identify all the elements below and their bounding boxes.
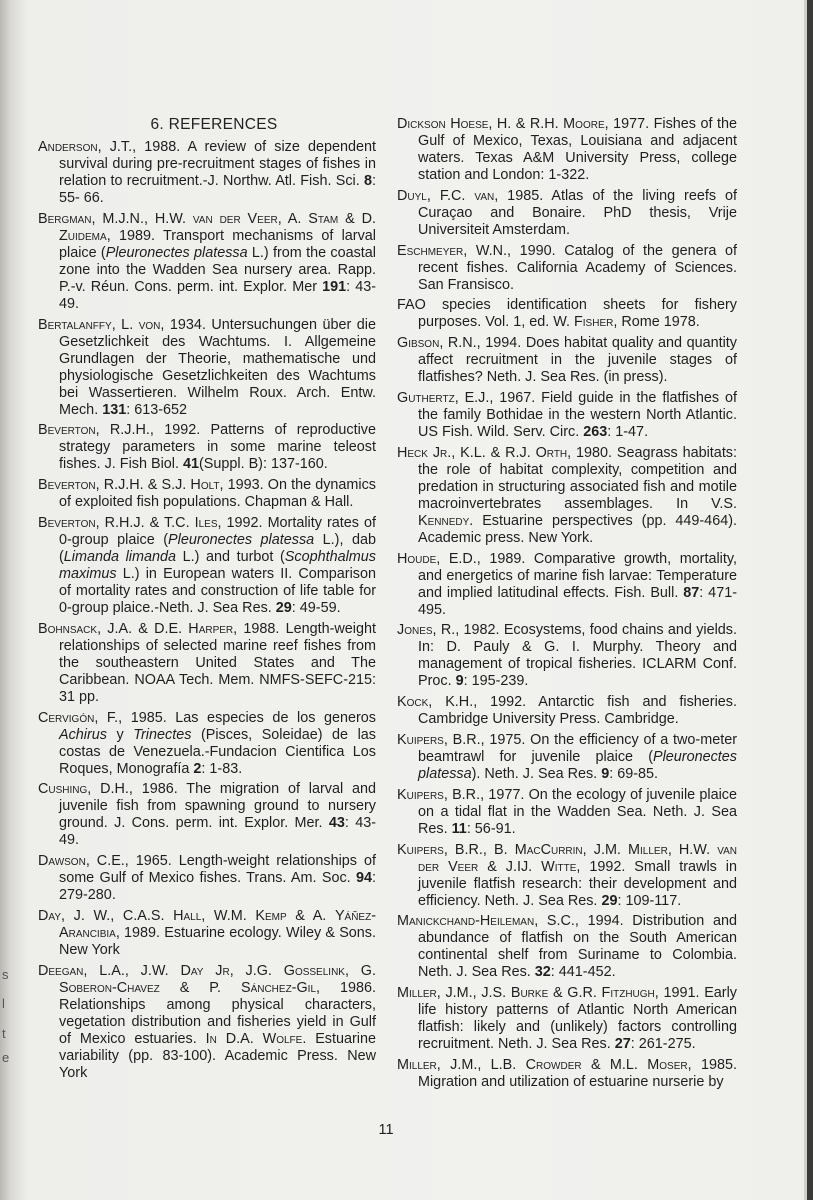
- reference-text: Kock: [397, 694, 429, 711]
- reference-text: , 1977. Fishes of the Gulf of Mexico, Texas, Louisiana and adjacent waters. Texas A&M University Press, college station and London: 1-322.: [418, 116, 737, 183]
- reference-text: , J.M., J.S.: [436, 985, 511, 1002]
- reference-text: , J.G.: [229, 962, 284, 979]
- reference-text: & A.: [286, 907, 335, 924]
- reference-text: Eschmeyer: [397, 242, 464, 259]
- reference-text: Kuipers: [397, 841, 444, 858]
- reference-text: , K.L. & R.J.: [451, 444, 536, 461]
- reference-text: , 1989. Transport mechanisms of larval plaice (: [59, 227, 376, 261]
- reference-text: , 1985. Migration and utilization of estuarine nurserie by: [418, 1056, 737, 1090]
- reference-text: : 441-452.: [550, 964, 616, 981]
- reference-entry: [38, 422, 376, 473]
- reference-text: , 1934. Untersuchungen über die Gesetzlichkeit des Wachtums. I. Allgemeine Grundlagen der Theorie, mathematische und physiologische Gesetzlichkeiten des Wachtums bei Wassertieren. Wilhelm Roux. Arch. Entw. Mech.: [59, 316, 376, 418]
- reference-entry: [38, 477, 376, 511]
- reference-text: , J.A. & D.E.: [97, 620, 189, 637]
- reference-text: Beverton: [38, 477, 96, 494]
- reference-text: Bergman: [38, 210, 92, 227]
- reference-text: , B.R., B.: [443, 841, 515, 858]
- reference-text: Miller: [628, 841, 668, 858]
- reference-text: Dickson Hoese: [397, 116, 489, 132]
- scan-border: [807, 0, 813, 1200]
- reference-text: , 1988. Length-weight relationships of selected marine reef fishes from the southeastern United States and The Caribbean. NOAA Tech. Mem. NMFS-SEFC-215: 31 pp.: [59, 620, 376, 705]
- reference-text: : 1-47.: [607, 423, 649, 440]
- reference-text: Duyl: [397, 187, 427, 204]
- reference-text: 2: [193, 760, 202, 777]
- reference-text: Manickchand-Heileman: [397, 913, 535, 930]
- reference-text: Yáñez-Arancibia: [59, 907, 376, 941]
- reference-text: , R.N., 1994. Does habitat quality and quantity affect recruitment in the juvenile stages of flatfishes? Neth. J. Sea Res. (in press).: [418, 335, 737, 386]
- reference-text: , G.: [344, 962, 376, 979]
- reference-text: , 1992. Small trawls in juvenile flatfish research: their development and efficiency. Neth. J. Sea Res.: [418, 858, 737, 909]
- reference-text: Limanda limanda: [63, 548, 176, 565]
- reference-entry: [397, 116, 737, 184]
- reference-text: 9: [455, 673, 464, 690]
- reference-text: : 1-83.: [201, 760, 243, 777]
- reference-text: , R.J.H. & S.J.: [95, 477, 191, 494]
- reference-entry: [397, 913, 737, 981]
- reference-text: Anderson: [38, 139, 98, 155]
- reference-text: 11: [451, 820, 467, 837]
- margin-fragment: t: [2, 1026, 6, 1041]
- reference-text: , 1992. Mortality rates of 0-group plaice (: [59, 514, 376, 548]
- reference-entry: [38, 211, 376, 313]
- reference-entry: [397, 445, 737, 547]
- section-heading: 6. REFERENCES: [150, 116, 278, 133]
- reference-text: Cushing: [38, 781, 88, 798]
- reference-text: L.), dab (: [59, 531, 376, 565]
- reference-text: , S.C., 1994. Distribution and abundance of flatfish on the South American continental shelf from Suriname to Colombia. Neth. J. Sea Res.: [418, 913, 737, 981]
- reference-entry: [38, 710, 376, 778]
- reference-text: , B.R., 1975. On the efficiency of a two-meter beamtrawl for juvenile plaice (: [418, 731, 737, 765]
- reference-text: , R., 1982. Ecosystems, food chains and yields. In: D. Pauly & G. I. Murphy. Theory and management of tropical fisheries. ICLARM Conf. Proc.: [418, 622, 737, 690]
- reference-text: 29: [275, 599, 292, 616]
- reference-entry: [397, 188, 737, 239]
- reference-text: , J.M., L.B.: [436, 1056, 526, 1073]
- reference-text: Crowder: [525, 1056, 582, 1073]
- reference-text: : 43-49.: [59, 815, 377, 849]
- reference-text: & G.R.: [548, 985, 602, 1002]
- reference-entry: [397, 390, 737, 441]
- reference-text: 263: [583, 423, 608, 440]
- reference-entry: [397, 1057, 737, 1091]
- reference-text: Kuipers: [397, 731, 444, 748]
- reference-text: Fitzhugh: [601, 985, 655, 1002]
- reference-text: : 56-91.: [466, 820, 516, 837]
- reference-text: , C.E., 1965. Length-weight relationships of some Gulf of Mexico fishes. Trans. Am. Soc.: [59, 853, 376, 887]
- reference-text: : 471-495.: [418, 584, 737, 618]
- reference-text: , 1986. Relationships among physical characters, vegetation distribution and fisheries yield in Gulf of Mexico estuaries.: [59, 979, 376, 1047]
- reference-text: , W.N., 1990. Catalog of the genera of recent fishes. California Academy of Sciences. San Fransisco.: [418, 242, 737, 293]
- reference-text: Burke: [510, 985, 549, 1002]
- reference-text: Gibson: [397, 335, 440, 352]
- reference-text: . Estuarine perspectives (pp. 449-464). Academic press. New York.: [418, 512, 737, 546]
- reference-text: : 261-275.: [630, 1036, 696, 1053]
- reference-text: Heck Jr.: [397, 444, 452, 461]
- reference-text: MacCurrin: [514, 841, 583, 858]
- reference-text: Bertalanffy: [38, 316, 112, 333]
- reference-text: , H. & R.H.: [488, 116, 564, 132]
- page-number: 11: [378, 1122, 394, 1138]
- reference-text: 87: [683, 584, 700, 601]
- margin-fragment: l: [2, 996, 5, 1011]
- reference-entry: [38, 781, 376, 849]
- reference-text: 191: [322, 278, 347, 295]
- reference-text: Fisher: [573, 314, 614, 331]
- reference-text: , A.: [277, 210, 309, 227]
- reference-text: 131: [102, 401, 127, 418]
- reference-text: (Suppl. B): 137-160.: [198, 456, 328, 473]
- reference-text: In: [205, 1030, 217, 1047]
- reference-text: 29: [601, 892, 618, 909]
- reference-text: , W.M.: [201, 907, 256, 924]
- reference-entry: [397, 622, 737, 690]
- reference-text: , E.J., 1967. Field guide in the flatfishes of the family Bothidae in the western North Atlantic. US Fish. Wild. Serv. Circ.: [418, 389, 737, 440]
- reference-text: van der Veer: [418, 841, 738, 875]
- reference-text: Harper: [188, 620, 234, 637]
- reference-text: : 195-239.: [463, 673, 529, 690]
- reference-text: , D.H., 1986. The migration of larval and juvenile fish from spawning ground to nursery ground. J. Cons. perm. int. Explor. Mer.: [59, 781, 376, 832]
- reference-text: Cervigón: [38, 709, 95, 726]
- reference-text: 94: [355, 870, 372, 887]
- reference-text: Deegan: [38, 962, 84, 979]
- reference-text: & M.L.: [581, 1056, 648, 1073]
- reference-text: Witte: [541, 858, 577, 875]
- reference-entry: [397, 985, 737, 1053]
- reference-text: (Pisces, Soleidae) de las costas de Venezuela.-Fundacion Cientifica Los Roques, Monografía: [59, 726, 376, 777]
- reference-text: : 55- 66.: [59, 173, 376, 206]
- reference-entry: [38, 963, 376, 1082]
- reference-text: Dawson: [38, 853, 86, 870]
- reference-text: Trinectes: [133, 726, 192, 743]
- reference-text: Moser: [647, 1056, 688, 1073]
- reference-entry: [397, 243, 737, 294]
- reference-text: Orth: [535, 444, 568, 461]
- margin-fragment: s: [2, 967, 9, 982]
- reference-text: Day Jr: [180, 962, 230, 979]
- reference-text: , 1985. Atlas of the living reefs of Curaçao and Bonaire. PhD thesis, Vrije Universiteit Amsterdam.: [418, 187, 738, 238]
- reference-text: , 1991. Early life history patterns of Atlantic North American flatfish: likely and (unlikely) factors controlling recruitment. Neth. J. Sea Res.: [418, 985, 737, 1053]
- reference-list: [38, 139, 376, 1082]
- reference-text: FAO species identification sheets for fishery purposes. Vol. 1, ed. W.: [397, 297, 737, 331]
- reference-text: , L.A., J.W.: [83, 962, 181, 979]
- reference-text: Hall: [173, 907, 202, 924]
- reference-text: Zuidema: [59, 227, 107, 244]
- reference-text: & J.IJ.: [478, 858, 542, 875]
- reference-entry: [397, 297, 737, 331]
- right-column: [397, 116, 737, 1095]
- reference-text: : 279-280.: [59, 870, 376, 904]
- reference-text: , B.R., 1977. On the ecology of juvenile plaice on a tidal flat in the Wadden Sea. Neth. J. Sea Res.: [418, 786, 737, 837]
- reference-text: Pleuronectes platessa: [105, 244, 248, 261]
- reference-text: , J. W., C.A.S.: [61, 907, 174, 924]
- reference-list: [397, 116, 737, 1091]
- reference-entry: [397, 694, 737, 728]
- reference-text: & D.: [338, 210, 376, 227]
- reference-text: , J.T., 1988. A review of size dependent survival during pre-recruitment stages of fishes in relation to recruitment.-J. Northw. Atl. Fish. Sci.: [59, 139, 376, 189]
- reference-text: 9: [601, 765, 610, 782]
- reference-text: Pleuronectes platessa: [418, 748, 737, 782]
- reference-text: , 1993. On the dynamics of exploited fish populations. Chapman & Hall.: [59, 477, 376, 511]
- reference-text: Sánchez-Gil: [240, 979, 317, 996]
- reference-text: van: [474, 187, 495, 204]
- reference-entry: [397, 732, 737, 783]
- left-column: [38, 116, 376, 1086]
- reference-text: Moore: [563, 116, 605, 132]
- reference-text: L.) from the coastal zone into the Wadden Sea nursery area. Rapp. P.-v. Réun. Cons. perm. int. Explor. Mer: [59, 244, 376, 295]
- reference-entry: [397, 335, 737, 386]
- reference-text: 8: [363, 173, 372, 189]
- reference-text: Jones: [397, 622, 433, 639]
- reference-text: ). Neth. J. Sea Res.: [471, 765, 602, 782]
- reference-text: : 613-652: [126, 401, 188, 418]
- reference-text: 41: [182, 456, 199, 473]
- reference-entry: [397, 842, 737, 910]
- reference-entry: [397, 551, 737, 619]
- reference-text: Miller: [397, 985, 437, 1002]
- margin-fragment: e: [2, 1050, 10, 1065]
- reference-text: Houde: [397, 550, 437, 567]
- reference-text: , 1980. Seagrass habitats: the role of habitat complexity, competition and predation in structuring associated fish and motile macroinvertebrates assemblages. In V.S.: [418, 444, 738, 512]
- reference-text: van der Veer: [192, 210, 278, 227]
- reference-text: Beverton: [38, 514, 96, 531]
- reference-entry: [397, 787, 737, 838]
- reference-entry: [38, 621, 376, 706]
- reference-text: & P.: [159, 979, 241, 996]
- reference-text: Gosselink: [283, 962, 345, 979]
- reference-entry: [38, 908, 376, 959]
- reference-text: Pleuronectes platessa: [168, 531, 315, 548]
- reference-text: 32: [534, 964, 551, 981]
- reference-entry: [38, 139, 376, 207]
- reference-text: , R.H.J. & T.C.: [95, 514, 195, 531]
- reference-text: Kuipers: [397, 786, 444, 803]
- reference-text: , F.C.: [426, 187, 475, 204]
- reference-text: : 49-59.: [291, 599, 341, 616]
- reference-text: D.A.: [216, 1030, 263, 1047]
- reference-text: Kemp: [255, 907, 287, 924]
- reference-text: , Rome 1978.: [613, 314, 700, 331]
- reference-text: Soberon-Chavez: [59, 979, 160, 996]
- reference-text: , E.D., 1989. Comparative growth, mortality, and energetics of marine fish larvae: Temperature and implied latitudinal effects. Fish. Bull.: [418, 550, 737, 601]
- reference-text: , R.J.H., 1992. Patterns of reproductive strategy parameters in some marine teleost fishes. J. Fish Biol.: [59, 422, 376, 473]
- reference-text: , 1989. Estuarine ecology. Wiley & Sons. New York: [59, 924, 376, 958]
- reference-text: Kennedy: [418, 512, 470, 529]
- reference-text: von: [138, 316, 161, 333]
- reference-text: , F., 1985. Las especies de los generos: [94, 709, 376, 726]
- reference-text: , H.W.: [667, 841, 718, 858]
- reference-text: L.) in European waters II. Comparison of mortality rates and construction of life table for 0-group plaice.-Neth. J. Sea Res.: [59, 565, 376, 616]
- reference-text: , M.J.N., H.W.: [91, 210, 193, 227]
- reference-entry: [38, 853, 376, 904]
- reference-text: Achirus: [59, 726, 107, 743]
- reference-text: Day: [38, 907, 61, 924]
- reference-text: , L.: [111, 316, 139, 333]
- reference-text: Scophthalmus maximus: [59, 548, 376, 582]
- reference-text: , K.H., 1992. Antarctic fish and fisheries. Cambridge University Press. Cambridge.: [418, 694, 737, 728]
- reference-text: Bohnsack: [38, 620, 98, 637]
- reference-text: y: [107, 726, 134, 743]
- reference-text: Miller: [397, 1056, 437, 1073]
- reference-text: 43: [328, 815, 345, 832]
- reference-text: Beverton: [38, 422, 96, 439]
- reference-text: : 109-117.: [617, 892, 682, 909]
- reference-text: . Estuarine variability (pp. 83-100). Academic Press. New York: [59, 1030, 377, 1081]
- reference-text: 27: [614, 1036, 631, 1053]
- reference-text: Holt: [190, 477, 220, 494]
- reference-text: , J.M.: [582, 841, 629, 858]
- reference-text: L.) and turbot (: [176, 548, 285, 565]
- reference-text: : 69-85.: [609, 765, 659, 782]
- reference-text: : 43-49.: [59, 278, 377, 312]
- reference-entry: [38, 317, 376, 419]
- reference-text: Iles: [194, 514, 218, 531]
- reference-entry: [38, 515, 376, 617]
- reference-text: Guthertz: [397, 389, 455, 406]
- reference-text: Wolfe: [262, 1030, 303, 1047]
- reference-text: Stam: [308, 210, 339, 227]
